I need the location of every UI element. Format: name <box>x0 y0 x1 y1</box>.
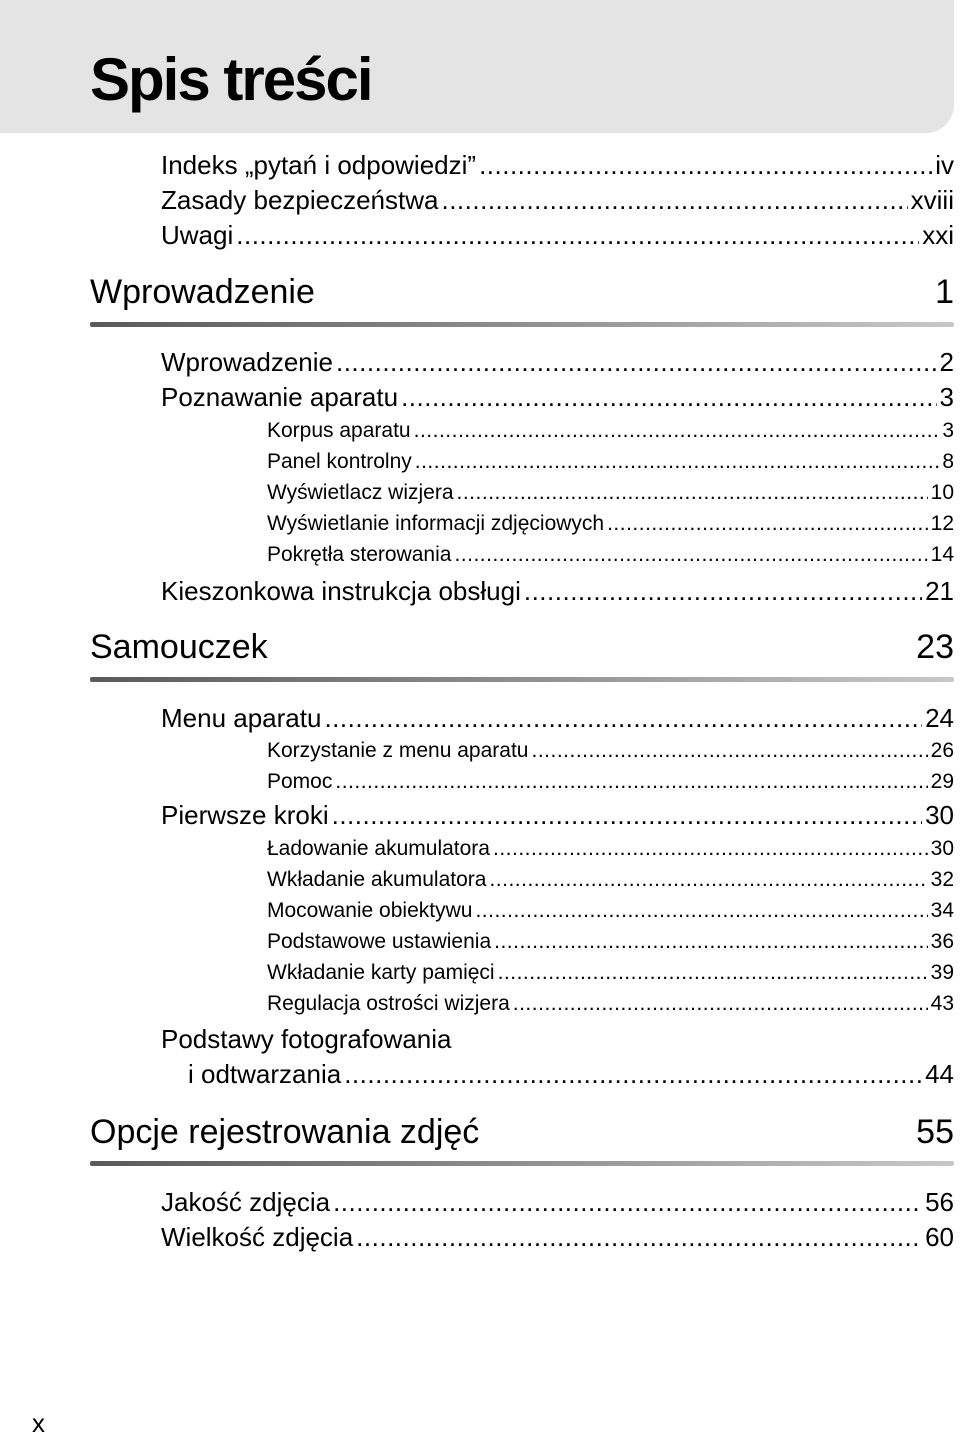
section-page: 1 <box>935 273 954 311</box>
dot-leader <box>324 705 922 731</box>
toc-entry-page: xviii <box>910 185 954 215</box>
toc-entry-page: 21 <box>925 576 954 606</box>
toc-entry[interactable] <box>161 152 954 178</box>
toc-subentry-page: 34 <box>930 899 954 922</box>
dot-leader <box>356 1224 922 1250</box>
toc-entry-label: Wielkość zdjęcia <box>161 1222 354 1252</box>
toc-entry-page: 30 <box>925 800 954 830</box>
section-page: 23 <box>916 628 954 666</box>
toc-subentry-page: 30 <box>930 837 954 860</box>
toc-subentry-label: Korzystanie z menu aparatu <box>267 739 529 762</box>
toc-entry-label-line1[interactable]: Podstawy fotografowania <box>161 1024 452 1054</box>
section-title: Wprowadzenie <box>90 273 315 311</box>
toc-subentry-label: Wyświetlanie informacji zdjęciowych <box>267 512 605 535</box>
toc-subentry[interactable] <box>267 931 954 952</box>
toc-entry-page: 60 <box>925 1222 954 1252</box>
page-title: Spis treści <box>90 46 372 113</box>
toc-subentry-page: 26 <box>930 739 954 762</box>
toc-entry-page: 24 <box>925 703 954 733</box>
dot-leader <box>401 384 936 410</box>
toc-subentry-label: Podstawowe ustawienia <box>267 930 492 953</box>
toc-subentry[interactable] <box>267 993 954 1014</box>
section-rule <box>90 677 954 682</box>
toc-subentry-page: 32 <box>930 868 954 891</box>
toc-entry[interactable] <box>161 1224 954 1250</box>
toc-entry-label: Menu aparatu <box>161 703 322 733</box>
toc-subentry-label: Wyświetlacz wizjera <box>267 481 454 504</box>
toc-subentry[interactable] <box>267 544 954 565</box>
toc-subentry[interactable] <box>267 451 954 472</box>
toc-subentry-page: 36 <box>930 930 954 953</box>
dot-leader <box>607 513 928 534</box>
page-number: x <box>32 1408 45 1438</box>
section-rule <box>90 322 954 327</box>
dot-leader <box>415 451 940 472</box>
toc-entry-label: i odtwarzania <box>188 1059 342 1089</box>
dot-leader <box>531 740 927 761</box>
section-rule <box>90 1161 954 1166</box>
toc-subentry[interactable] <box>267 900 954 921</box>
dot-leader <box>344 1061 922 1087</box>
toc-subentry-page: 43 <box>930 992 954 1015</box>
toc-subentry-label: Wkładanie karty pamięci <box>267 961 495 984</box>
toc-entry[interactable] <box>161 802 954 828</box>
dot-leader <box>336 349 937 375</box>
dot-leader <box>441 187 907 213</box>
dot-leader <box>335 771 927 792</box>
toc-subentry[interactable] <box>267 740 954 761</box>
toc-entry-label: Poznawanie aparatu <box>161 382 399 412</box>
dot-leader <box>332 802 922 828</box>
toc-entry[interactable] <box>161 222 954 248</box>
dot-leader <box>414 420 940 441</box>
toc-subentry[interactable] <box>267 771 954 792</box>
toc-subentry-label: Regulacja ostrości wizjera <box>267 992 510 1015</box>
section-heading-samouczek[interactable] <box>90 630 954 664</box>
toc-subentry-page: 14 <box>930 543 954 566</box>
toc-subentry-page: 8 <box>942 450 954 473</box>
toc-entry[interactable] <box>161 384 954 410</box>
dot-leader <box>457 482 928 503</box>
toc-entry[interactable] <box>188 1061 954 1087</box>
toc-entry-page: 56 <box>925 1187 954 1217</box>
toc-subentry-label: Panel kontrolny <box>267 450 412 473</box>
toc-subentry-page: 39 <box>930 961 954 984</box>
toc-entry-label: Uwagi <box>161 220 234 250</box>
dot-leader <box>236 222 919 248</box>
section-heading-opcje-rejestrowania[interactable] <box>90 1115 954 1149</box>
toc-entry-page: 2 <box>939 347 954 377</box>
dot-leader <box>493 838 928 859</box>
toc-subentry[interactable] <box>267 962 954 983</box>
toc-entry-page: iv <box>935 150 954 180</box>
toc-entry[interactable] <box>161 187 954 213</box>
toc-entry[interactable] <box>161 578 954 604</box>
toc-entry-label: Pierwsze kroki <box>161 800 329 830</box>
toc-subentry[interactable] <box>267 482 954 503</box>
toc-subentry-label: Mocowanie obiektywu <box>267 899 473 922</box>
dot-leader <box>513 993 928 1014</box>
toc-entry-label: Kieszonkowa instrukcja obsługi <box>161 576 521 606</box>
toc-entry-label: Zasady bezpieczeństwa <box>161 185 439 215</box>
section-title: Samouczek <box>90 628 268 666</box>
dot-leader <box>498 962 928 983</box>
toc-subentry-label: Pokrętła sterowania <box>267 543 452 566</box>
section-title: Opcje rejestrowania zdjęć <box>90 1113 480 1151</box>
toc-entry-label: Jakość zdjęcia <box>161 1187 331 1217</box>
toc-subentry-page: 29 <box>930 770 954 793</box>
toc-subentry-page: 10 <box>930 481 954 504</box>
section-page: 55 <box>916 1113 954 1151</box>
toc-entry[interactable] <box>161 349 954 375</box>
toc-subentry-label: Ładowanie akumulatora <box>267 837 490 860</box>
toc-subentry-label: Korpus aparatu <box>267 419 411 442</box>
section-heading-wprowadzenie[interactable] <box>90 275 954 309</box>
toc-entry-page: 3 <box>939 382 954 412</box>
toc-subentry[interactable] <box>267 869 954 890</box>
toc-entry-page: 44 <box>925 1059 954 1089</box>
toc-subentry-page: 12 <box>930 512 954 535</box>
toc-subentry-label: Pomoc <box>267 770 333 793</box>
dot-leader <box>479 152 932 178</box>
dot-leader <box>333 1189 922 1215</box>
toc-subentry[interactable] <box>267 838 954 859</box>
toc-entry[interactable] <box>161 705 954 731</box>
dot-leader <box>494 931 928 952</box>
toc-entry-label: Wprowadzenie <box>161 347 333 377</box>
toc-subentry-label: Wkładanie akumulatora <box>267 868 487 891</box>
toc-subentry[interactable] <box>267 513 954 534</box>
dot-leader <box>489 869 927 890</box>
dot-leader <box>454 544 927 565</box>
toc-entry-label: Indeks „pytań i odpowiedzi” <box>161 150 477 180</box>
toc-entry-page: xxi <box>922 220 954 250</box>
toc-entry[interactable] <box>161 1189 954 1215</box>
toc-subentry[interactable] <box>267 420 954 441</box>
dot-leader <box>524 578 922 604</box>
dot-leader <box>475 900 927 921</box>
toc-subentry-page: 3 <box>942 419 954 442</box>
